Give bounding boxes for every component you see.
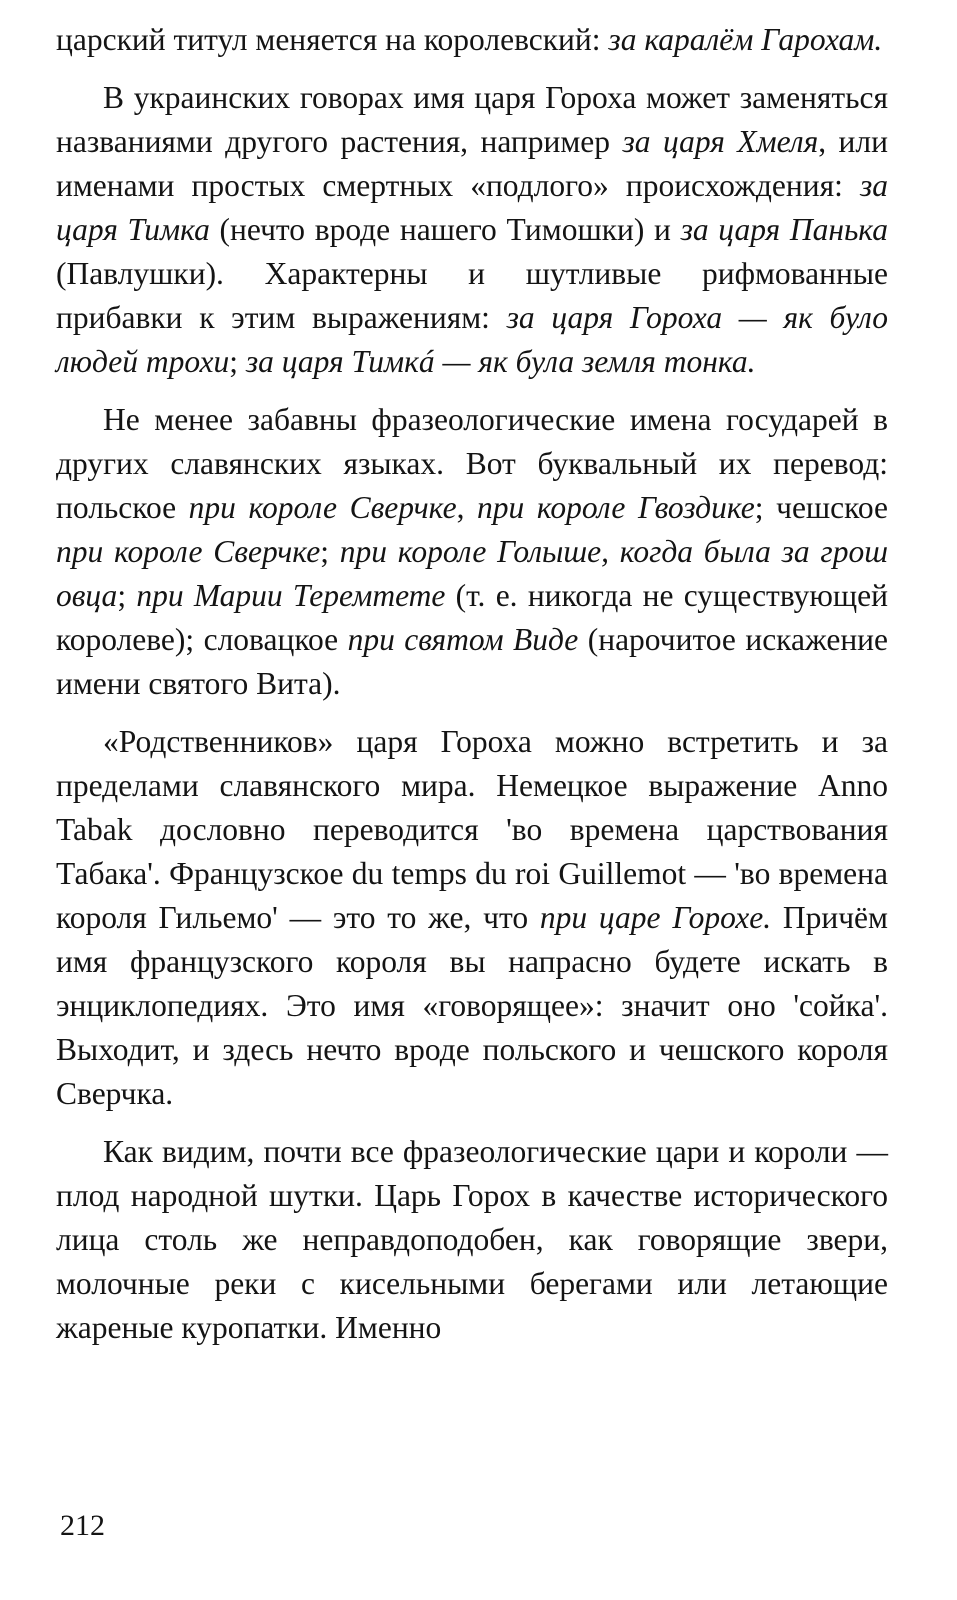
italic-phrase: при короле Голыше, когда была за грош овца [56,534,888,613]
page-number: 212 [60,1509,105,1542]
italic-phrase: при короле Сверчке [188,490,457,525]
italic-phrase: за царя Хмеля [622,124,819,159]
text-run: (нечто вроде нашего Тимошки) и [209,212,681,247]
italic-phrase: при короле Сверчке [56,534,321,569]
text-run: «Родственников» царя Гороха можно встретить и за пределами славянского мира. Немецкое выражение Anno Tabak дословно переводится 'во времена царствования Табака'. Французское du temps du roi Guillemot — 'во времена короля Гильемо' — это то же, что [56,724,888,935]
paragraph-1-continued [56,18,888,62]
italic-phrase: за царя Гороха — як було людей трохи [56,300,888,379]
text-run: Как видим, почти все фразеологические цари и короли — плод народной шутки. Царь Горох в качестве исторического лица столь же неправдоподобен, как говорящие звери, молочные реки с кисельными берегами или летающие жареные куропатки. Именно [56,1134,888,1345]
italic-phrase: за царя Тимка [56,168,888,247]
italic-phrase: при Марии Теремтете [136,578,446,613]
text-run: (т. е. никогда не существующей королеве); словацкое [56,578,888,657]
text-run: (Павлушки). Характерны и шутливые рифмованные прибавки к этим выражениям: [56,256,888,335]
text-run: царский титул меняется на королевский: [56,22,609,57]
text-run: ; чешское [754,490,888,525]
italic-phrase: при святом Виде [347,622,579,657]
text-run: , или именами простых смертных «подлого» происхождения: [56,124,888,203]
italic-phrase: при короле Гвоздике [477,490,755,525]
italic-phrase: за царя Панька [680,212,889,247]
text-run: Причём имя французского короля вы напрасно будете искать в энциклопедиях. Это имя «говорящее»: значит оно 'сойка'. Выходит, и здесь нечто вроде польского и чешского короля Сверчка. [56,900,888,1111]
text-run: ; [117,578,137,613]
text-run: В украинских говорах имя царя Гороха может заменяться названиями другого растения, например [56,80,888,159]
text-run: Не менее забавны фразеологические имена государей в других славянских языках. Вот буквальный их перевод: польское [56,402,888,525]
body-text [56,18,888,1364]
text-run: ; [320,534,340,569]
paragraph-3 [56,398,888,706]
italic-phrase: за каралём Гарохам. [608,22,883,57]
paragraph-2 [56,76,888,384]
text-run: ; [229,344,246,379]
paragraph-4 [56,720,888,1116]
text-run: , [456,490,478,525]
italic-phrase: при царе Горохе. [539,900,772,935]
italic-phrase: за царя Тимкá — як була земля тонка. [245,344,756,379]
paragraph-5 [56,1130,888,1350]
text-run: (нарочитое искажение имени святого Вита). [56,622,889,701]
